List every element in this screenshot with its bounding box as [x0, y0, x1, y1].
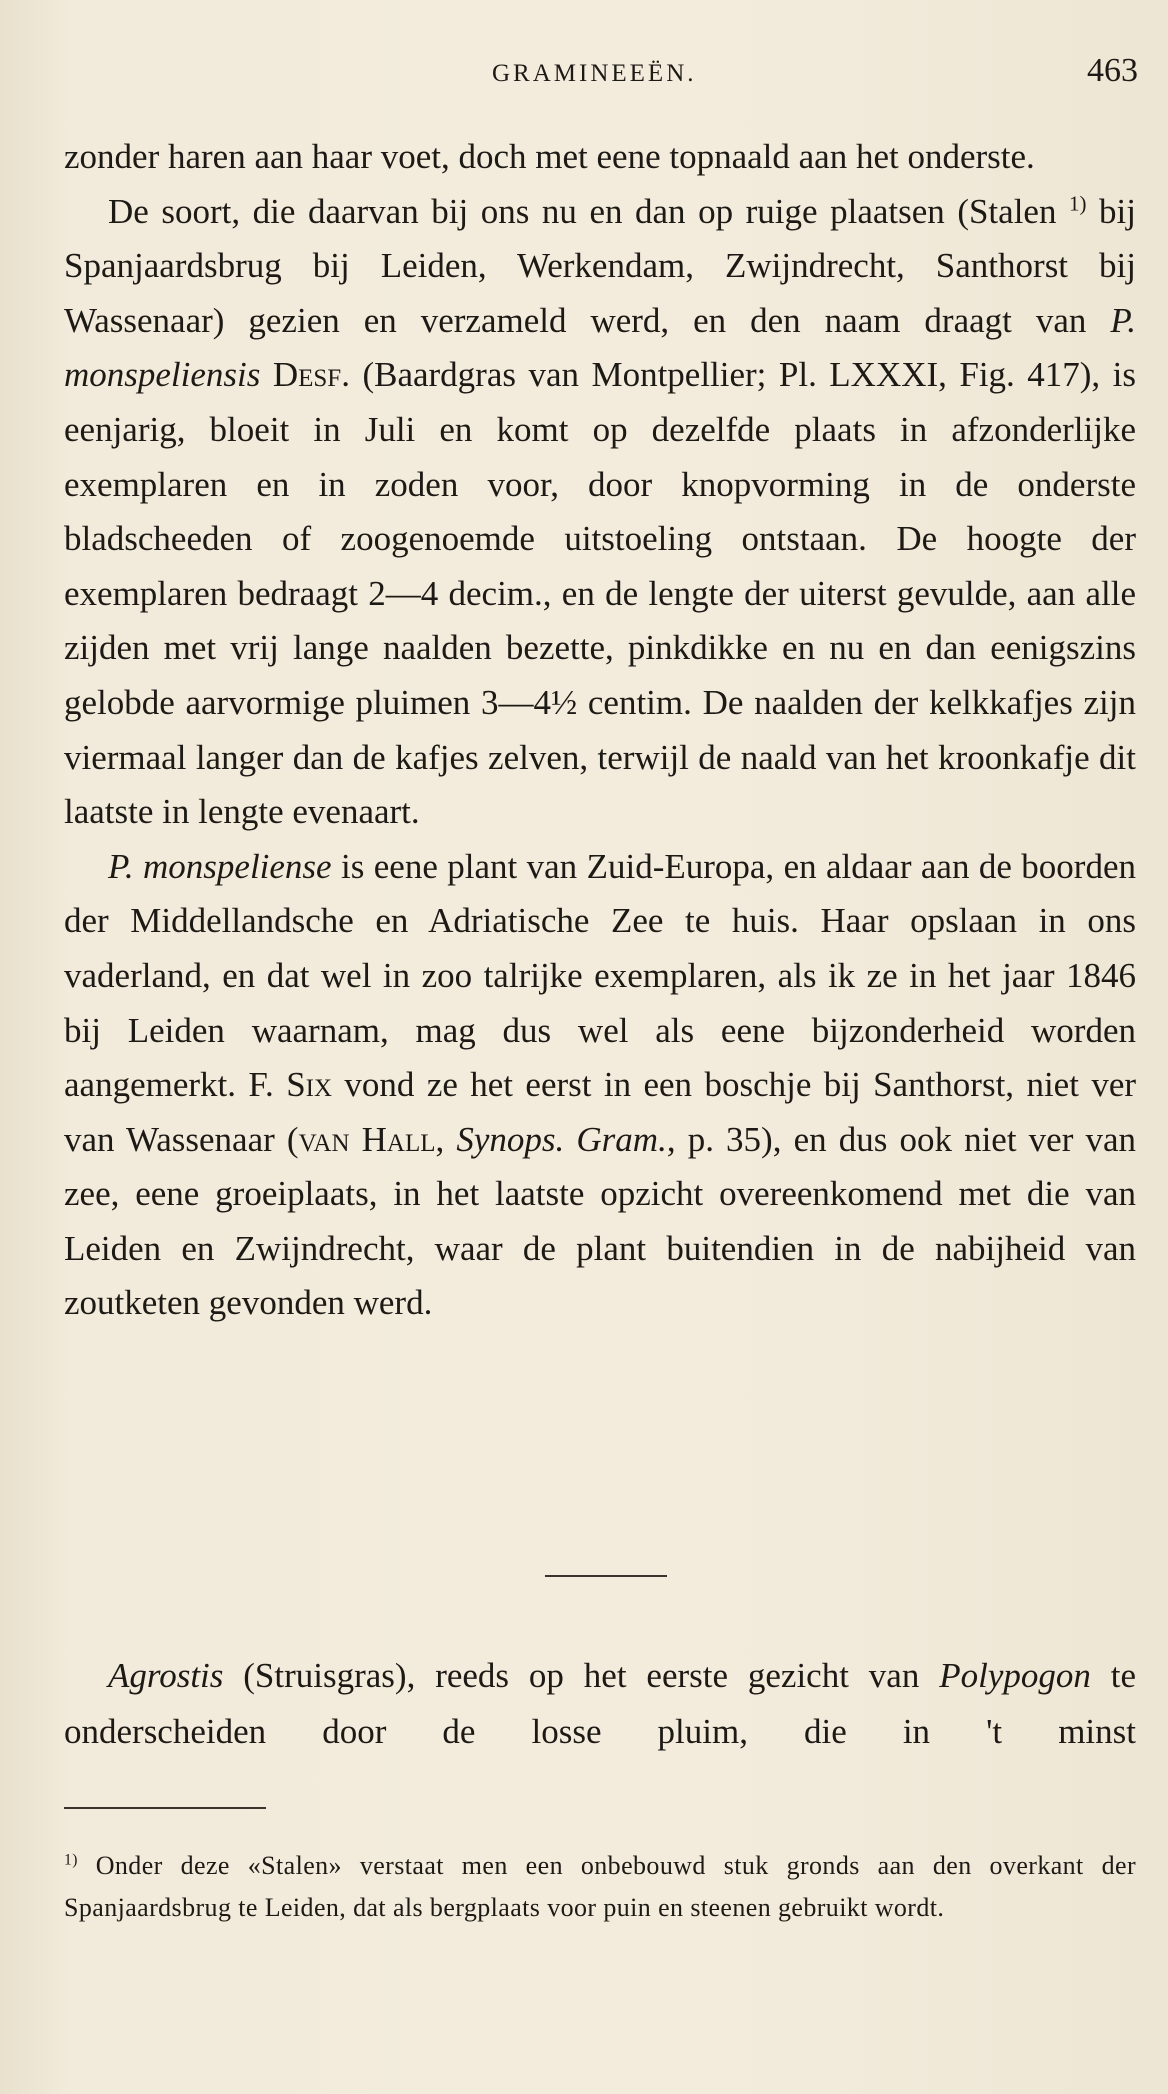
paragraph-text: ,: [435, 1119, 457, 1159]
author-name: Desf.: [272, 355, 350, 395]
page-header: [0, 52, 1168, 102]
footnote-divider: [64, 1807, 266, 1809]
work-title: Synops. Gram.: [456, 1119, 667, 1159]
paragraph-species-description: [64, 185, 1136, 840]
footnote-text: [64, 1845, 1136, 1929]
footnote: [64, 1845, 1136, 1929]
paragraph-text: is eene plant van Zuid-Europa, en aldaar aan de boorden der Middellandsche en Adriatische Zee te huis. Haar opslaan in ons vaderland, en dat wel in zoo talrijke exemplaren, als ik ze in het jaar 1846 bij Leiden waarnam, mag dus wel als eene bijzonderheid worden aangemerkt.: [64, 846, 1136, 1105]
genus-name: Polypogon: [939, 1656, 1091, 1695]
genus-name: Agrostis: [108, 1656, 224, 1695]
paragraph-text: , p. 35), en dus ook niet ver van zee, eene groeiplaats, in het laatste opzicht overeenkomend met die van Leiden en Zwijndrecht, waar de plant buitendien in de nabijheid van zoutketen gevonden werd.: [64, 1119, 1137, 1323]
section-divider: [545, 1575, 667, 1577]
paragraph-continuation: [64, 130, 1136, 185]
page-number: 463: [1087, 52, 1138, 89]
footnote-reference[interactable]: 1): [1069, 190, 1087, 215]
paragraph-agrostis: [64, 1648, 1136, 1760]
footnote-marker: 1): [64, 1851, 78, 1869]
paragraph-text: vond ze het eerst in een boschje bij Santhorst, niet ver van Wassenaar (: [64, 1065, 1137, 1159]
paragraph-distribution: [64, 840, 1136, 1331]
paragraph-text: te onderscheiden door de losse pluim, die in 't minst: [64, 1656, 1136, 1751]
species-name: P. monspeliensis: [64, 300, 1136, 395]
paragraph-text: bij Spanjaardsbrug bij Leiden, Werkendam, Zwijndrecht, Santhorst bij Wassenaar) gezien en verzameld werd, en den naam draagt van: [64, 191, 1136, 340]
footnote-body: Onder deze «Stalen» verstaat men een onbebouwd stuk gronds aan den overkant der Spanjaardsbrug te Leiden, dat als bergplaats voor puin en steenen gebruikt wordt.: [64, 1851, 1136, 1922]
species-name: P. monspeliense: [108, 846, 332, 886]
next-section-text: [64, 1648, 1136, 1760]
person-name: van Hall: [298, 1119, 436, 1159]
paragraph-text: (Struisgras), reeds op het eerste gezicht van: [223, 1656, 940, 1695]
paragraph-text: zonder haren aan haar voet, doch met eene topnaald aan het onderste.: [64, 137, 1035, 176]
running-title: GRAMINEEËN.: [492, 60, 697, 87]
paragraph-text: (Baardgras van Montpellier; Pl. LXXXI, Fig. 417), is eenjarig, bloeit in Juli en komt op dezelfde plaats in afzonderlijke exemplaren en in zoden voor, door knopvorming in de onderste bladscheeden of zoogenoemde uitstoeling ontstaan. De hoogte der exemplaren bedraagt 2—4 decim., en de lengte der uiterst gevulde, aan alle zijden met vrij lange naalden bezette, pinkdikke en nu en dan eenigszins gelobde aarvormige pluimen 3—4½ centim. De naalden der kelkkafjes zijn viermaal langer dan de kafjes zelven, terwijl de naald van het kroonkafje dit laatste in lengte evenaart.: [64, 355, 1136, 832]
main-text: [64, 130, 1136, 1331]
person-name: F. Six: [248, 1065, 333, 1105]
paragraph-text: De soort, die daarvan bij ons nu en dan op ruige plaatsen (Stalen: [108, 191, 1069, 231]
